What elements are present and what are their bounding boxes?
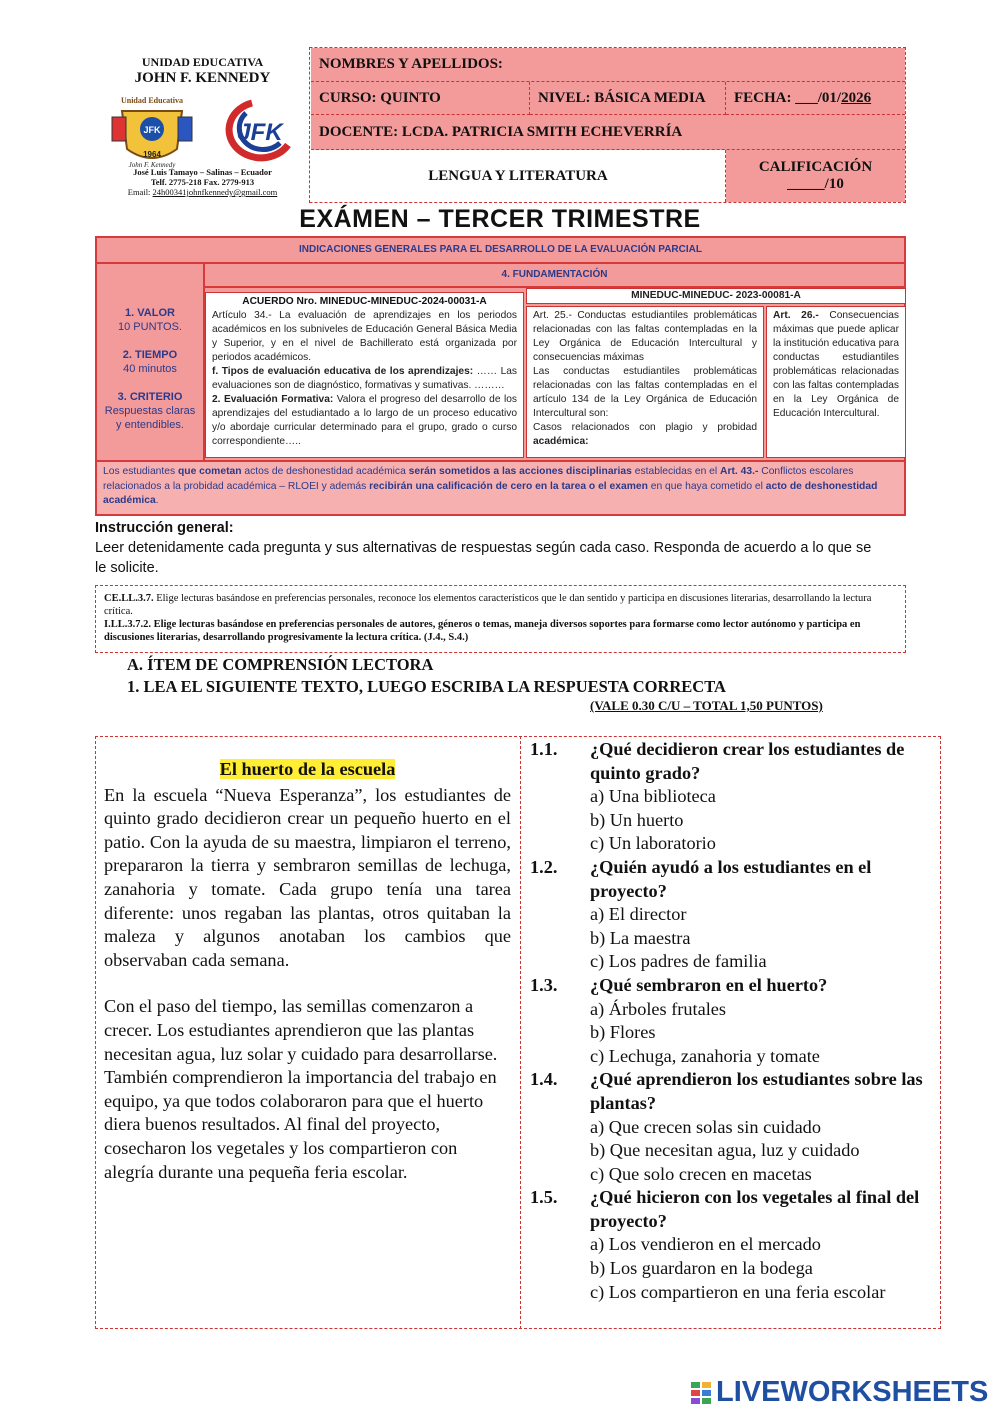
school-address: José Luis Tamayo – Salinas – Ecuador <box>133 167 272 177</box>
school-phone: Telf. 2775-218 Fax. 2779-913 <box>150 177 255 187</box>
instruction-title: Instrucción general: <box>95 520 234 536</box>
criteria-heading: 3. CRITERIO <box>117 391 183 403</box>
question-2 <box>530 856 935 974</box>
date-field[interactable]: FECHA: ___/01/ 2026 <box>726 82 905 115</box>
answer-option[interactable]: c) Los padres de familia <box>590 951 767 972</box>
answer-option[interactable]: b) Que necesitan agua, luz y cuidado <box>590 1140 860 1161</box>
subject-field: LENGUA Y LITERATURA <box>311 150 726 202</box>
school-email: Email: 24h00341johnfkennedy@gmail.com <box>127 187 278 197</box>
answer-option[interactable]: b) Un huerto <box>590 809 684 830</box>
answer-option[interactable]: c) Un laboratorio <box>590 833 716 854</box>
school-logo-cell <box>95 47 310 203</box>
liveworksheets-icon <box>690 1380 712 1406</box>
section-1-heading: 1. LEA EL SIGUIENTE TEXTO, LUEGO ESCRIBA LA RESPUESTA CORRECTA <box>127 677 726 696</box>
section-value: (VALE 0.30 C/U – TOTAL 1,50 PUNTOS) <box>590 698 823 713</box>
question-number: 1.4. <box>530 1069 558 1090</box>
answer-option[interactable]: b) Flores <box>590 1022 656 1043</box>
section-a-heading: A. ÍTEM DE COMPRENSIÓN LECTORA <box>127 655 434 674</box>
agreement-1-types: f. Tipos de evaluación educativa de los aprendizajes: …… Las evaluaciones son de diagnóstico, formativas y sumativas. ……… <box>212 366 517 391</box>
question-text: ¿Qué aprendieron los estudiantes sobre las plantas? <box>590 1069 923 1113</box>
time-heading: 2. TIEMPO <box>122 349 178 361</box>
question-number: 1.5. <box>530 1187 558 1208</box>
academic-honesty-warning: Los estudiantes que cometan actos de deshonestidad académica serán sometidos a las acciones disciplinarias establecidas en el Art. 43.- Conflictos escolares relacionados a la probidad académica – RLOEI y además recibirán una calificación de cero en la tarea o el examen en que haya cometido el acto de deshonestidad académica. <box>97 460 904 514</box>
agreement-box-2 <box>526 306 764 458</box>
level-field: NIVEL: BÁSICA MEDIA <box>530 82 726 115</box>
question-4 <box>530 1068 935 1186</box>
agreement-2-title: MINEDUC-MINEDUC- 2023-00081-A <box>526 288 906 304</box>
school-seal-icon <box>107 89 197 169</box>
question-text: ¿Qué hicieron con los vegetales al final del proyecto? <box>590 1187 920 1231</box>
article-25-detail: Las conductas estudiantiles problemáticas relacionadas con las faltas contempladas en el artículo 134 de la Ley Orgánica de Educación Intercultural son: <box>533 366 757 419</box>
course-field: CURSO: QUINTO <box>311 82 530 115</box>
story-paragraph-1: En la escuela “Nueva Esperanza”, los estudiantes de quinto grado decidieron crear un pequeño huerto en el patio. Con la ayuda de su maestra, limpiaron el terreno, prepararon la tierra y sembraron semillas de lechuga, zanahoria y tomate. Cada grupo tenía una tarea diferente: unos regaban las plantas, otros quitaban la maleza y algunos anotaban los cambios que observaban cada semana. <box>104 784 511 970</box>
answer-option[interactable]: a) Árboles frutales <box>590 998 727 1019</box>
answer-option[interactable]: a) Los vendieron en el mercado <box>590 1234 821 1255</box>
indications-block <box>95 236 906 516</box>
criteria-text: Respuestas claras y entendibles. <box>104 405 196 431</box>
seal-year: 1964 <box>143 150 161 159</box>
liveworksheets-logo <box>690 1376 988 1409</box>
question-number: 1.1. <box>530 739 558 759</box>
criteria-box <box>95 585 906 653</box>
foundation-title: 4. FUNDAMENTACIÓN <box>501 269 608 280</box>
general-instruction <box>95 518 875 578</box>
agreement-1-formative: 2. Evaluación Formativa: Valora el progreso del desarrollo de los aprendizajes del estudiantado a lo largo de un proceso educativo y/o abordaje curricular determinado para el grupo, grado o curso correspondiente….. <box>212 394 517 447</box>
question-5 <box>530 1186 935 1304</box>
value-text: 10 PUNTOS. <box>118 321 182 333</box>
logo-text: JFK <box>237 119 283 146</box>
agreement-1-article: Artículo 34.- La evaluación de aprendizajes en los periodos académicos en los subniveles de Educación General Básica Media y Superior, y en el nivel de Bachillerato está organizada por periodos académicos. <box>212 310 517 363</box>
article-25: Art. 25.- Conductas estudiantiles problemáticas relacionadas con las faltas contempladas en la Ley Orgánica de Educación Intercultural y consecuencias máximas <box>533 310 757 363</box>
story <box>104 758 511 1184</box>
answer-option[interactable]: a) El director <box>590 904 687 925</box>
time-text: 40 minutos <box>123 363 177 375</box>
school-line2: JOHN F. KENNEDY <box>134 70 271 86</box>
question-3 <box>530 974 935 1068</box>
jfk-logo-icon <box>210 95 295 165</box>
watermark-text: LIVEWORKSHEETS <box>716 1376 989 1408</box>
answer-option[interactable]: a) Que crecen solas sin cuidado <box>590 1116 821 1137</box>
criteria-ill: I.LL.3.7.2. Elige lecturas basándose en preferencias personales de autores, géneros o temas, maneja diversos soportes para formarse como lector autónomo y participa en discusiones literarias, desarrollando progresivamente la lectura crítica. (J.4., S.4.) <box>104 619 861 643</box>
grade-value: _____/10 <box>787 176 844 192</box>
questions-list <box>530 738 935 1304</box>
question-text: ¿Quién ayudó a los estudiantes en el proyecto? <box>590 856 872 901</box>
question-text: ¿Qué sembraron en el huerto? <box>590 974 828 995</box>
indications-title: INDICACIONES GENERALES PARA EL DESARROLLO DE LA EVALUACIÓN PARCIAL <box>299 244 702 255</box>
teacher-field: DOCENTE: LCDA. PATRICIA SMITH ECHEVERRÍA <box>311 115 905 150</box>
agreement-box-3 <box>766 306 906 458</box>
agreement-box-1 <box>205 292 524 458</box>
answer-option[interactable]: c) Que solo crecen en macetas <box>590 1163 812 1184</box>
question-number: 1.3. <box>530 974 558 995</box>
answer-option[interactable]: a) Una biblioteca <box>590 786 716 807</box>
grade-label: CALIFICACIÓN <box>758 159 873 175</box>
value-heading: 1. VALOR <box>125 307 175 319</box>
seal-top-text: Unidad Educativa <box>120 96 184 105</box>
names-field[interactable]: NOMBRES Y APELLIDOS: <box>311 48 905 82</box>
seal-sign: John F. Kennedy <box>128 161 176 169</box>
grade-field[interactable] <box>726 150 905 202</box>
criteria-ce: CE.LL.3.7. Elige lecturas basándose en preferencias personales, reconoce los elementos característicos que le dan sentido y participa en discusiones literarias, desarrollando la lectura crítica. <box>104 593 872 617</box>
answer-option[interactable]: c) Los compartieron en una feria escolar <box>590 1281 886 1302</box>
story-paragraph-2: Con el paso del tiempo, las semillas comenzaron a crecer. Los estudiantes aprendieron que las plantas necesitan agua, luz solar y cuidado para desarrollarse. También comprendieron la importancia del trabajo en equipo, ya que todos colaboraron para que el huerto diera buenos resultados. Al final del proyecto, cosecharon los vegetales y los compartieron con alegría durante una pequeña feria escolar. <box>104 996 498 1182</box>
indications-sidebar <box>97 264 203 459</box>
instruction-text: Leer detenidamente cada pregunta y sus alternativas de respuestas según cada caso. Responda de acuerdo a lo que se le solicite. <box>95 540 872 576</box>
agreement-1-title: ACUERDO Nro. MINEDUC-MINEDUC-2024-00031-A <box>242 296 487 307</box>
seal-jfk-text: JFK <box>143 125 161 135</box>
answer-option[interactable]: b) La maestra <box>590 927 691 948</box>
article-26: Art. 26.- Consecuencias máximas que puede aplicar la institución educativa para conductas estudiantiles problemáticas relacionadas con las faltas contempladas en la Ley Orgánica de Educación Intercultural. <box>773 310 899 419</box>
story-title: El huerto de la escuela <box>219 759 396 779</box>
answer-option[interactable]: c) Lechuga, zanahoria y tomate <box>590 1045 820 1066</box>
question-number: 1.2. <box>530 856 558 877</box>
question-text: ¿Qué decidieron crear los estudiantes de quinto grado? <box>590 739 905 783</box>
school-line1: UNIDAD EDUCATIVA <box>141 55 264 69</box>
question-1 <box>530 738 935 856</box>
exam-title: EXÁMEN – TERCER TRIMESTRE <box>299 205 701 233</box>
answer-option[interactable]: b) Los guardaron en la bodega <box>590 1258 813 1279</box>
article-25-cases: Casos relacionados con plagio y probidad académica: <box>533 422 757 447</box>
